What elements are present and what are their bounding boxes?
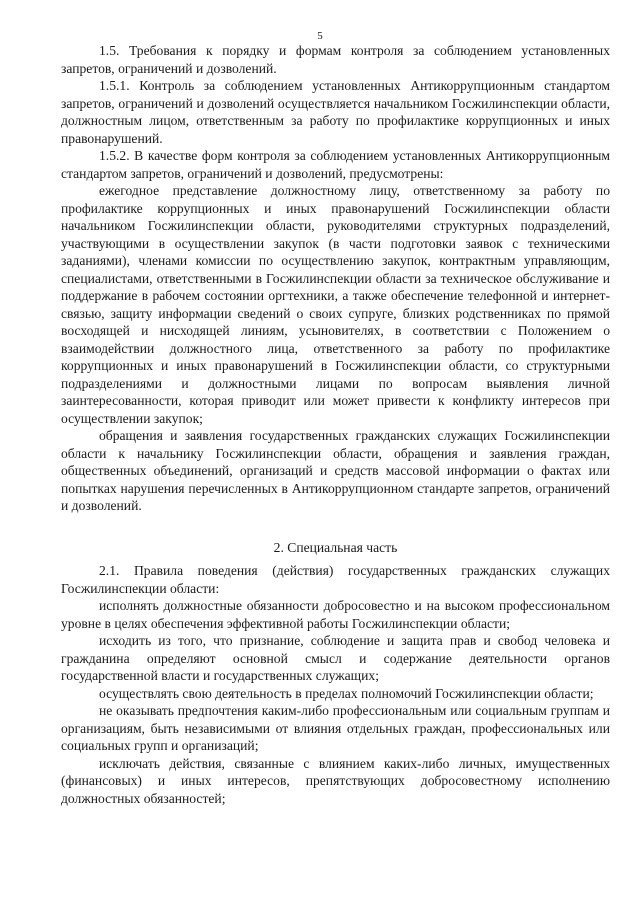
document-body (61, 42, 610, 807)
page-number: 5 (317, 30, 323, 42)
paragraph-2-1: 2.1. Правила поведения (действия) государственных гражданских служащих Госжилинспекции области: (61, 563, 610, 596)
paragraph-1-5-2: 1.5.2. В качестве форм контроля за соблюдением установленных Антикоррупционным стандартом запретов, ограничений и дозволений, предусмотрены: (61, 148, 610, 181)
rule-item-3: осуществлять свою деятельность в пределах полномочий Госжилинспекции области; (99, 685, 594, 701)
section-2-heading: 2. Специальная часть (273, 539, 398, 555)
rule-item-5: исключать действия, связанные с влиянием каких-либо личных, имущественных (финансовых) и иных интересов, препятствующих добросовестному исполнению должностных обязанностей; (61, 755, 610, 806)
paragraph-annual-reporting: ежегодное представление должностному лицу, ответственному за работу по профилактике коррупционных и иных правонарушений Госжилинспекции области начальником Госжилинспекции области, руководителями структурных подразделений, участвующими в осуществлении закупок (в части подготовки заявок с техническими заданиями), членами комиссии по осуществлению закупок, контрактным управляющим, специалистами, ответственными в Госжилинспекции области за техническое обслуживание и поддержание в рабочем состоянии оргтехники, а также обеспечение телефонной и интернет-связью, защиту информации сведений о своих супруге, близких родственниках по прямой восходящей и нисходящей линиям, усыновителях, в соответствии с Положением о взаимодействии должностного лица, ответственного за работу по профилактике коррупционных и иных правонарушений в Госжилинспекции области, со структурными подразделениями и должностными лицами по вопросам выявления личной заинтересованности, которая приводит или может привести к конфликту интересов при осуществлении закупок; (61, 183, 610, 426)
paragraph-1-5-1: 1.5.1. Контроль за соблюдением установленных Антикоррупционным стандартом запретов, ограничений и дозволений осуществляется начальником Госжилинспекции области, должностным лицом, ответственным за работу по профилактике коррупционных и иных правонарушений. (61, 78, 610, 146)
rule-item-2: исходить из того, что признание, соблюдение и защита прав и свобод человека и гражданина определяют основной смысл и содержание деятельности органов государственной власти и государственных служащих; (61, 633, 610, 683)
section-1-5-title: 1.5. Требования к порядку и формам контроля за соблюдением установленных запретов, ограничений и дозволений. (61, 43, 610, 76)
rule-item-1: исполнять должностные обязанности добросовестно и на высоком профессиональном уровне в целях обеспечения эффективной работы Госжилинспекции области; (61, 598, 610, 631)
paragraph-appeals: обращения и заявления государственных гражданских служащих Госжилинспекции области к начальнику Госжилинспекции области, обращения и заявления граждан, общественных объединений, организаций и средств массовой информации о фактах или попытках нарушения перечисленных в Антикоррупционном стандарте запретов, ограничений и дозволений. (61, 428, 610, 513)
rule-item-4: не оказывать предпочтения каким-либо профессиональным или социальным группам и организациям, быть независимыми от влияния отдельных граждан, профессиональных или социальных групп и организаций; (61, 703, 610, 753)
